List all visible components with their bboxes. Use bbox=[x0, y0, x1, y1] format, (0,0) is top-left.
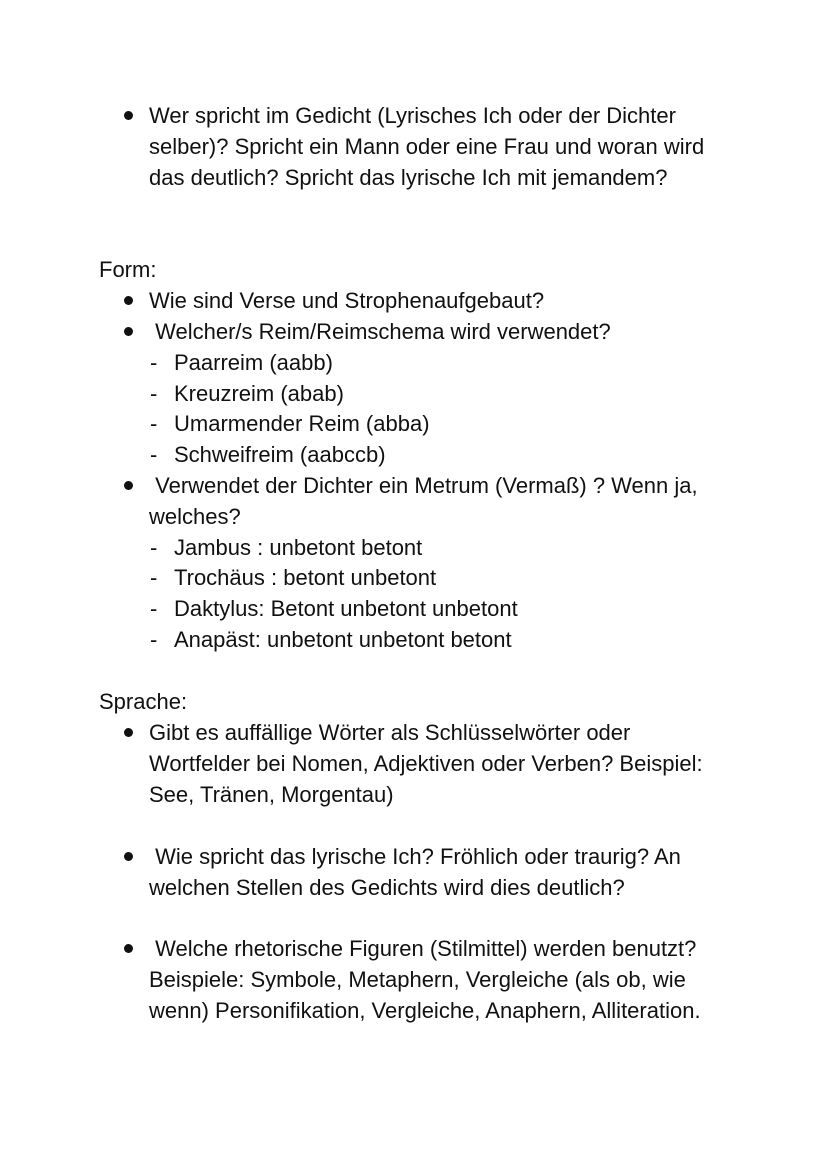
bullet-text: Wie spricht das lyrische Ich? Fröhlich oder traurig? An welchen Stellen des Gedichts wird dies deutlich? bbox=[149, 844, 688, 900]
dash-text: Daktylus: Betont unbetont unbetont bbox=[174, 596, 518, 621]
dash-text: Kreuzreim (abab) bbox=[174, 381, 344, 406]
bullet-text: Wer spricht im Gedicht (Lyrisches Ich oder der Dichter selber)? Spricht ein Mann oder eine Frau und woran wird das deutlich? Spricht das lyrische Ich mit jemandem? bbox=[149, 103, 705, 190]
bullet-dot bbox=[124, 481, 133, 490]
bullet-dot bbox=[124, 852, 133, 861]
bullet-dot bbox=[124, 728, 133, 737]
bullet-text: Verwendet der Dichter ein Metrum (Vermaß) ? Wenn ja, welches? bbox=[149, 473, 704, 529]
dash-mark: - bbox=[150, 596, 158, 621]
dash-item-rhyme bbox=[150, 439, 694, 470]
bullet-item-rhyme bbox=[149, 316, 729, 347]
dash-item-meter bbox=[150, 562, 694, 593]
dash-mark: - bbox=[150, 565, 158, 590]
bullet-dot bbox=[124, 296, 133, 305]
bullet-text: Welche rhetorische Figuren (Stilmittel) werden benutzt? Beispiele: Symbole, Metaphern, Vergleiche (als ob, wie wenn) Personifikation, Vergleiche, Anaphern, Alliteration. bbox=[149, 936, 703, 1023]
dash-mark: - bbox=[150, 350, 158, 375]
bullet-text: Wie sind Verse und Strophenaufgebaut? bbox=[149, 288, 545, 313]
dash-item-meter bbox=[150, 624, 694, 655]
dash-item-meter bbox=[150, 593, 694, 624]
bullet-item-meter bbox=[149, 470, 729, 532]
dash-mark: - bbox=[150, 535, 158, 560]
dash-item-rhyme bbox=[150, 347, 694, 378]
bullet-dot bbox=[124, 111, 133, 120]
dash-text: Jambus : unbetont betont bbox=[174, 535, 423, 560]
dash-text: Anapäst: unbetont unbetont betont bbox=[174, 627, 512, 652]
bullet-item-verse bbox=[149, 285, 729, 316]
section-heading-form: Form: bbox=[99, 257, 157, 282]
dash-mark: - bbox=[150, 442, 158, 467]
bullet-dot bbox=[124, 327, 133, 336]
bullet-text: Gibt es auffällige Wörter als Schlüsselwörter oder Wortfelder bei Nomen, Adjektiven oder Verben? Beispiel: See, Tränen, Morgentau) bbox=[149, 720, 703, 807]
dash-item-rhyme bbox=[150, 378, 694, 409]
bullet-text: Welcher/s Reim/Reimschema wird verwendet? bbox=[149, 319, 611, 344]
dash-text: Trochäus : betont unbetont bbox=[174, 565, 437, 590]
dash-mark: - bbox=[150, 627, 158, 652]
dash-text: Paarreim (aabb) bbox=[174, 350, 333, 375]
section-heading-sprache: Sprache: bbox=[99, 689, 188, 714]
dash-mark: - bbox=[150, 381, 158, 406]
bullet-item-speaker-mood bbox=[149, 841, 729, 903]
bullet-dot bbox=[124, 944, 133, 953]
bullet-item-speaker-question bbox=[149, 100, 729, 193]
dash-item-meter bbox=[150, 532, 694, 563]
dash-item-rhyme bbox=[150, 408, 694, 439]
dash-mark: - bbox=[150, 411, 158, 436]
bullet-item-rhetorical-figures bbox=[149, 933, 729, 1026]
dash-text: Umarmender Reim (abba) bbox=[174, 411, 430, 436]
dash-text: Schweifreim (aabccb) bbox=[174, 442, 386, 467]
bullet-item-keywords bbox=[149, 717, 729, 810]
